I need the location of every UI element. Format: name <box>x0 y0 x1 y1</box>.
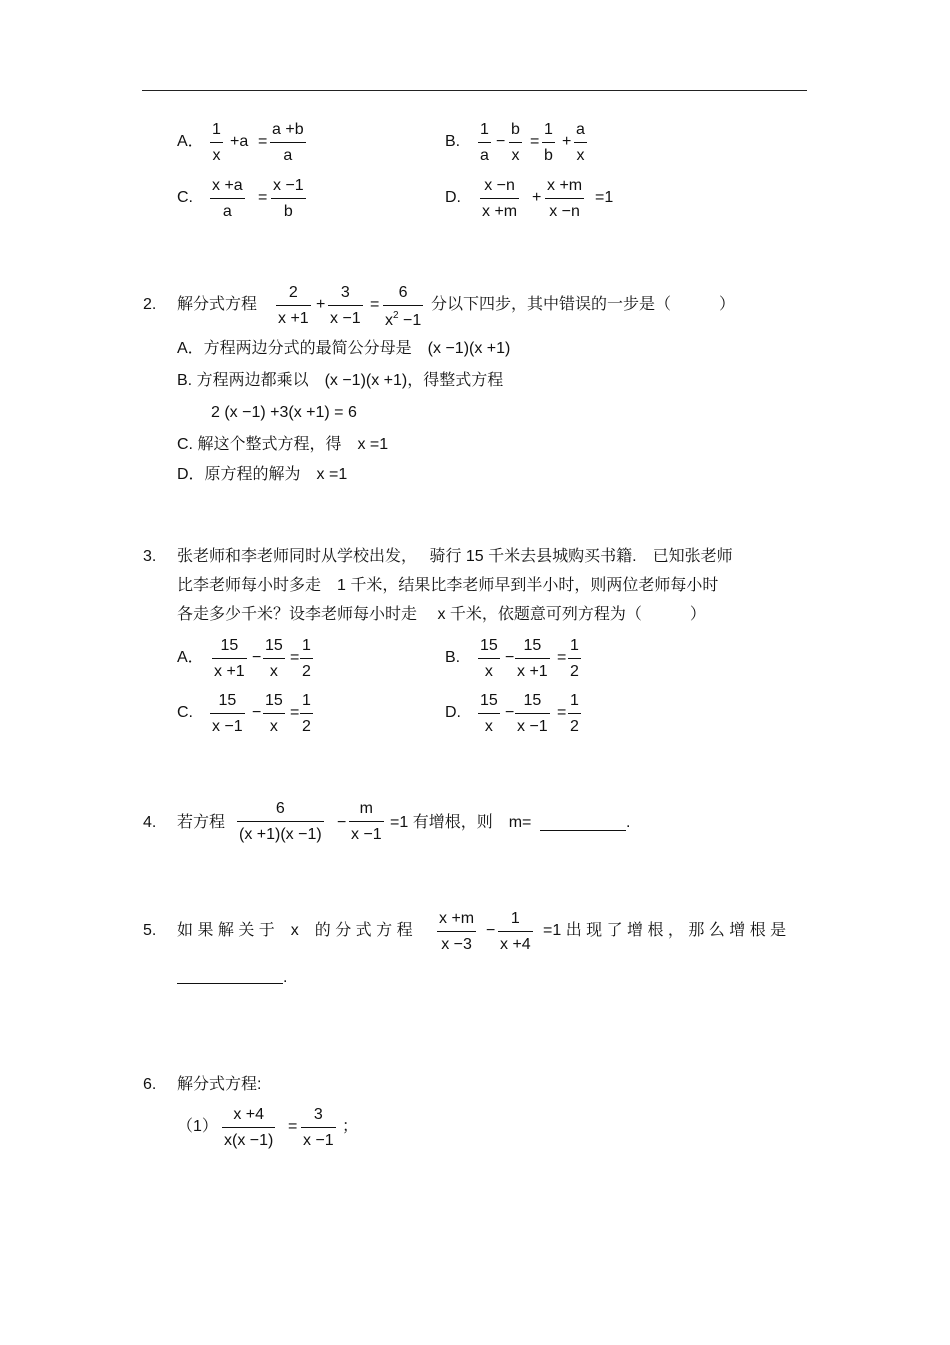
fraction: $\frac{6}{(x +1)(x -1)}$ <box>239 800 322 843</box>
fraction: $\frac{15}{x -1}$ <box>517 692 548 735</box>
fraction: $\frac{1}{a}$ <box>480 121 489 164</box>
q2-option-a: A．方程两边分式的最简公分母是 (x −1)(x +1) <box>177 340 511 357</box>
question-tail: 分以下四步，其中错误的一步是（ ） <box>431 296 736 313</box>
question-line: 张老师和李老师同时从学校出发， 骑行 15 千米去县城购买书籍. 已知张老师 <box>177 548 733 565</box>
option-label: D. <box>445 189 461 206</box>
fraction: $\frac{1}{x +4}$ <box>500 910 531 953</box>
question-number: 4. <box>143 814 157 831</box>
operator: − <box>486 922 496 939</box>
fraction: $\frac{x +4}{x(x -1)}$ <box>224 1106 274 1149</box>
fraction: $\frac{b}{x}$ <box>511 121 520 164</box>
q2-option-b-equation: 2 (x −1) +3(x +1) = 6 <box>211 404 357 421</box>
fraction: $\frac{3}{x -1}$ <box>330 284 361 327</box>
question-intro: 若方程 <box>177 814 226 831</box>
option-label: A． <box>177 649 204 666</box>
operator: = <box>288 1118 298 1135</box>
fraction: $\frac{15}{x}$ <box>265 637 283 680</box>
fraction: $\frac{1}{2}$ <box>302 692 311 735</box>
operator: + <box>532 189 542 206</box>
fraction: $\frac{3}{x -1}$ <box>303 1106 334 1149</box>
q2-option-d: D．原方程的解为 x =1 <box>177 466 348 483</box>
period: . <box>283 969 288 986</box>
fraction: $\frac{x +m}{x -3}$ <box>439 910 475 953</box>
fraction: $\frac{1}{b}$ <box>544 121 553 164</box>
fraction: $\frac{15}{x +1}$ <box>517 637 548 680</box>
semicolon: ； <box>342 1118 359 1135</box>
operator: − <box>337 814 347 831</box>
fraction: $\frac{x -1}{b}$ <box>273 177 304 220</box>
question-intro: 解分式方程: <box>177 1076 262 1093</box>
fraction: $\frac{15}{x}$ <box>265 692 283 735</box>
operator: = <box>370 296 380 313</box>
q2-option-b: B. 方程两边都乘以 (x −1)(x +1)，得整式方程 <box>177 372 504 389</box>
fraction: $\frac{1}{2}$ <box>570 637 579 680</box>
operator: − <box>252 704 262 721</box>
option-label: C. <box>177 704 193 721</box>
option-label: B. <box>445 133 461 150</box>
option-label: B. <box>445 649 461 666</box>
operator: = <box>290 704 300 721</box>
operator: =1 <box>595 189 614 206</box>
fraction: $\frac{2}{x +1}$ <box>278 284 309 327</box>
fraction: $\frac{x +m}{x -n}$ <box>547 177 583 220</box>
question-number: 3. <box>143 548 157 565</box>
operator: = <box>258 189 268 206</box>
operator: +a <box>230 133 249 150</box>
q2-option-c: C. 解这个整式方程，得 x =1 <box>177 436 389 453</box>
question-number: 6. <box>143 1076 157 1093</box>
option-label: C. <box>177 189 193 206</box>
operator: = <box>258 133 268 150</box>
fraction: $\frac{x -n}{x +m}$ <box>482 177 518 220</box>
operator: = <box>557 704 567 721</box>
fraction: $\frac{15}{x}$ <box>480 637 498 680</box>
answer-blank[interactable] <box>540 830 626 831</box>
question-tail: =1 出 现 了 增 根 ， 那 么 增 根 是 <box>543 922 787 939</box>
fraction: $\frac{a}{x}$ <box>576 121 585 164</box>
question-line: 各走多少千米？设李老师每小时走 x 千米，依题意可列方程为（ ） <box>177 606 706 623</box>
header-rule <box>142 90 807 91</box>
question-intro: 如 果 解 关 于 x 的 分 式 方 程 <box>177 922 413 939</box>
fraction: $\frac{1}{2}$ <box>302 637 311 680</box>
operator: + <box>562 133 572 150</box>
question-intro: 解分式方程 <box>177 296 258 313</box>
fraction: $\frac{a +b}{a}$ <box>272 121 304 164</box>
question-tail: =1 有增根，则 m= <box>390 814 532 831</box>
fraction: $\frac{x +a}{a}$ <box>212 177 243 220</box>
question-number: 5. <box>143 922 157 939</box>
operator: − <box>505 649 515 666</box>
question-line: 比李老师每小时多走 1 千米，结果比李老师早到半小时，则两位老师每小时 <box>177 577 719 594</box>
fraction: $\frac{6}{x^2 -1}$ <box>385 284 422 329</box>
operator: = <box>290 649 300 666</box>
option-label: A． <box>177 133 204 150</box>
sub-question-label: （1） <box>177 1118 218 1135</box>
fraction: $\frac{15}{x -1}$ <box>212 692 243 735</box>
fraction: $\frac{15}{x}$ <box>480 692 498 735</box>
operator: = <box>530 133 540 150</box>
operator: + <box>316 296 326 313</box>
operator: − <box>505 704 515 721</box>
operator: − <box>252 649 262 666</box>
operator: − <box>496 133 506 150</box>
option-label: D. <box>445 704 461 721</box>
period: . <box>626 814 631 831</box>
fraction: $\frac{m}{x -1}$ <box>351 800 382 843</box>
answer-blank[interactable] <box>177 983 283 984</box>
operator: = <box>557 649 567 666</box>
fraction: $\frac{15}{x +1}$ <box>214 637 245 680</box>
fraction: $\frac{1}{x}$ <box>212 121 221 164</box>
fraction: $\frac{1}{2}$ <box>570 692 579 735</box>
question-number: 2. <box>143 296 157 313</box>
